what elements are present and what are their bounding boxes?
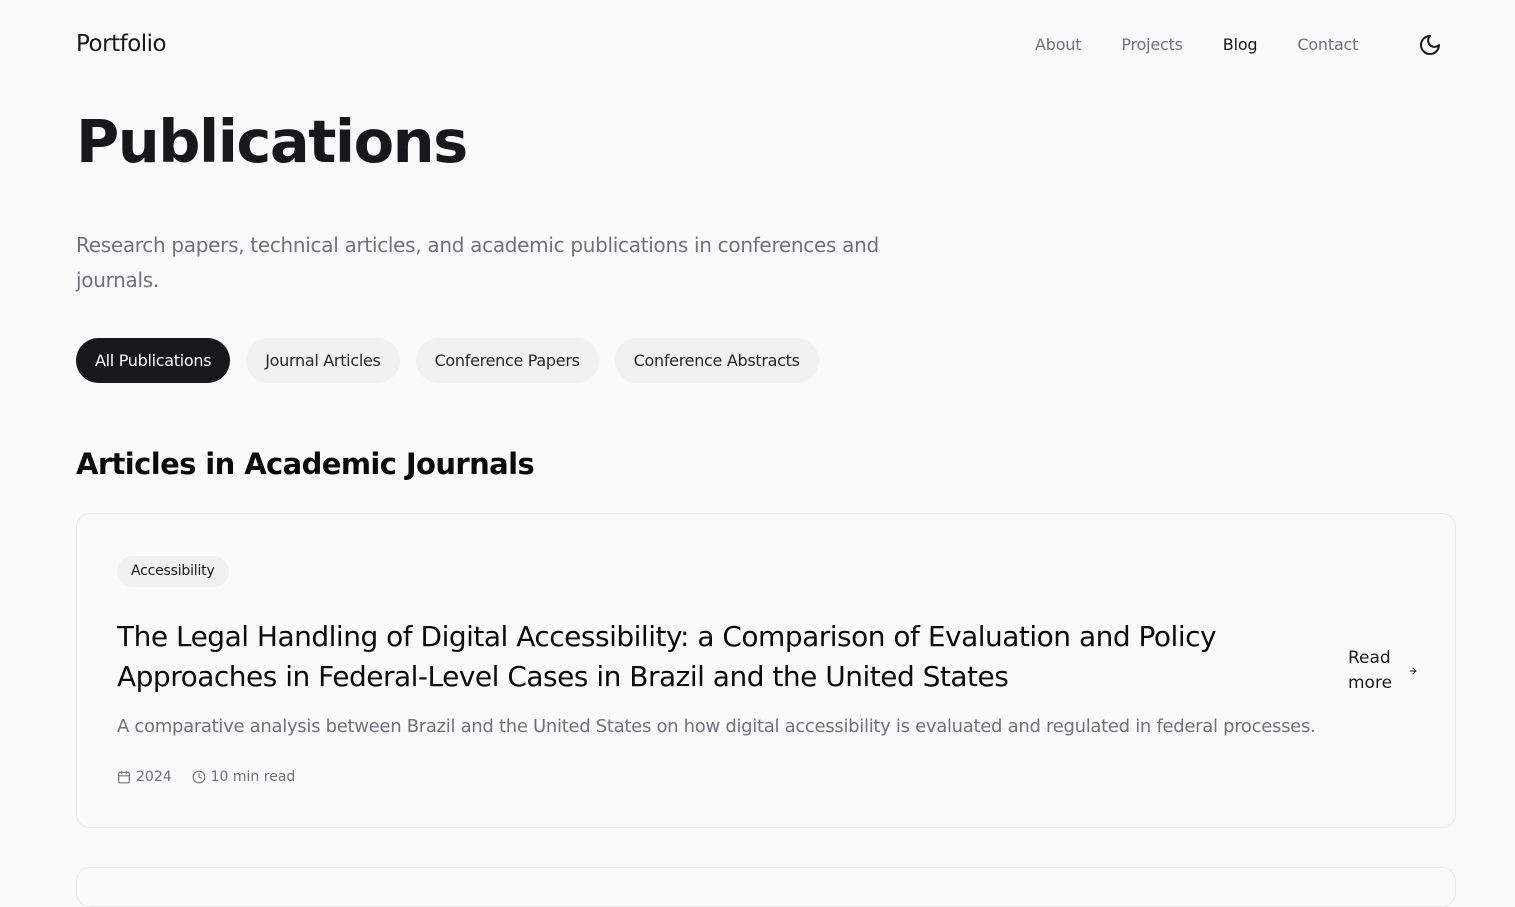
page-title: Publications bbox=[76, 107, 467, 176]
brand-logo[interactable]: Portfolio bbox=[76, 31, 167, 57]
category-badge[interactable]: Accessibility bbox=[117, 556, 229, 587]
arrow-right-icon bbox=[1408, 666, 1418, 676]
page-subtitle: Research papers, technical articles, and academic publications in conferences and journals. bbox=[76, 233, 879, 292]
filter-conference-abstracts[interactable]: Conference Abstracts bbox=[615, 338, 819, 383]
site-header bbox=[0, 0, 1515, 90]
publication-filters bbox=[76, 338, 819, 383]
section-heading: Articles in Academic Journals bbox=[76, 447, 535, 481]
filter-journal-articles[interactable]: Journal Articles bbox=[246, 338, 399, 383]
publication-card[interactable] bbox=[76, 513, 1456, 828]
read-more-link[interactable] bbox=[1348, 646, 1418, 696]
publication-meta bbox=[117, 766, 295, 788]
publication-year bbox=[117, 766, 172, 788]
clock-icon bbox=[192, 770, 206, 784]
moon-icon bbox=[1418, 33, 1442, 57]
theme-toggle-button[interactable] bbox=[1415, 30, 1445, 60]
read-time-text: 10 min read bbox=[210, 769, 296, 785]
nav-projects[interactable]: Projects bbox=[1121, 35, 1183, 54]
publication-description: A comparative analysis between Brazil and the United States on how digital accessibility is evaluated and regulated in federal processes. bbox=[117, 716, 1316, 737]
filter-all-publications[interactable]: All Publications bbox=[76, 338, 230, 383]
main-nav bbox=[1035, 32, 1358, 58]
read-more-label: Read more bbox=[1348, 648, 1393, 693]
publication-read-time bbox=[192, 766, 296, 788]
nav-about[interactable]: About bbox=[1035, 35, 1082, 54]
year-text: 2024 bbox=[136, 769, 172, 785]
nav-contact[interactable]: Contact bbox=[1297, 35, 1359, 54]
calendar-icon bbox=[117, 770, 131, 784]
publication-card-next[interactable] bbox=[76, 867, 1456, 907]
filter-conference-papers[interactable]: Conference Papers bbox=[416, 338, 599, 383]
publication-title[interactable]: The Legal Handling of Digital Accessibility: a Comparison of Evaluation and Policy Approaches in Federal-Level Cases in Brazil and the United States bbox=[117, 620, 1217, 693]
nav-blog[interactable]: Blog bbox=[1222, 35, 1258, 54]
